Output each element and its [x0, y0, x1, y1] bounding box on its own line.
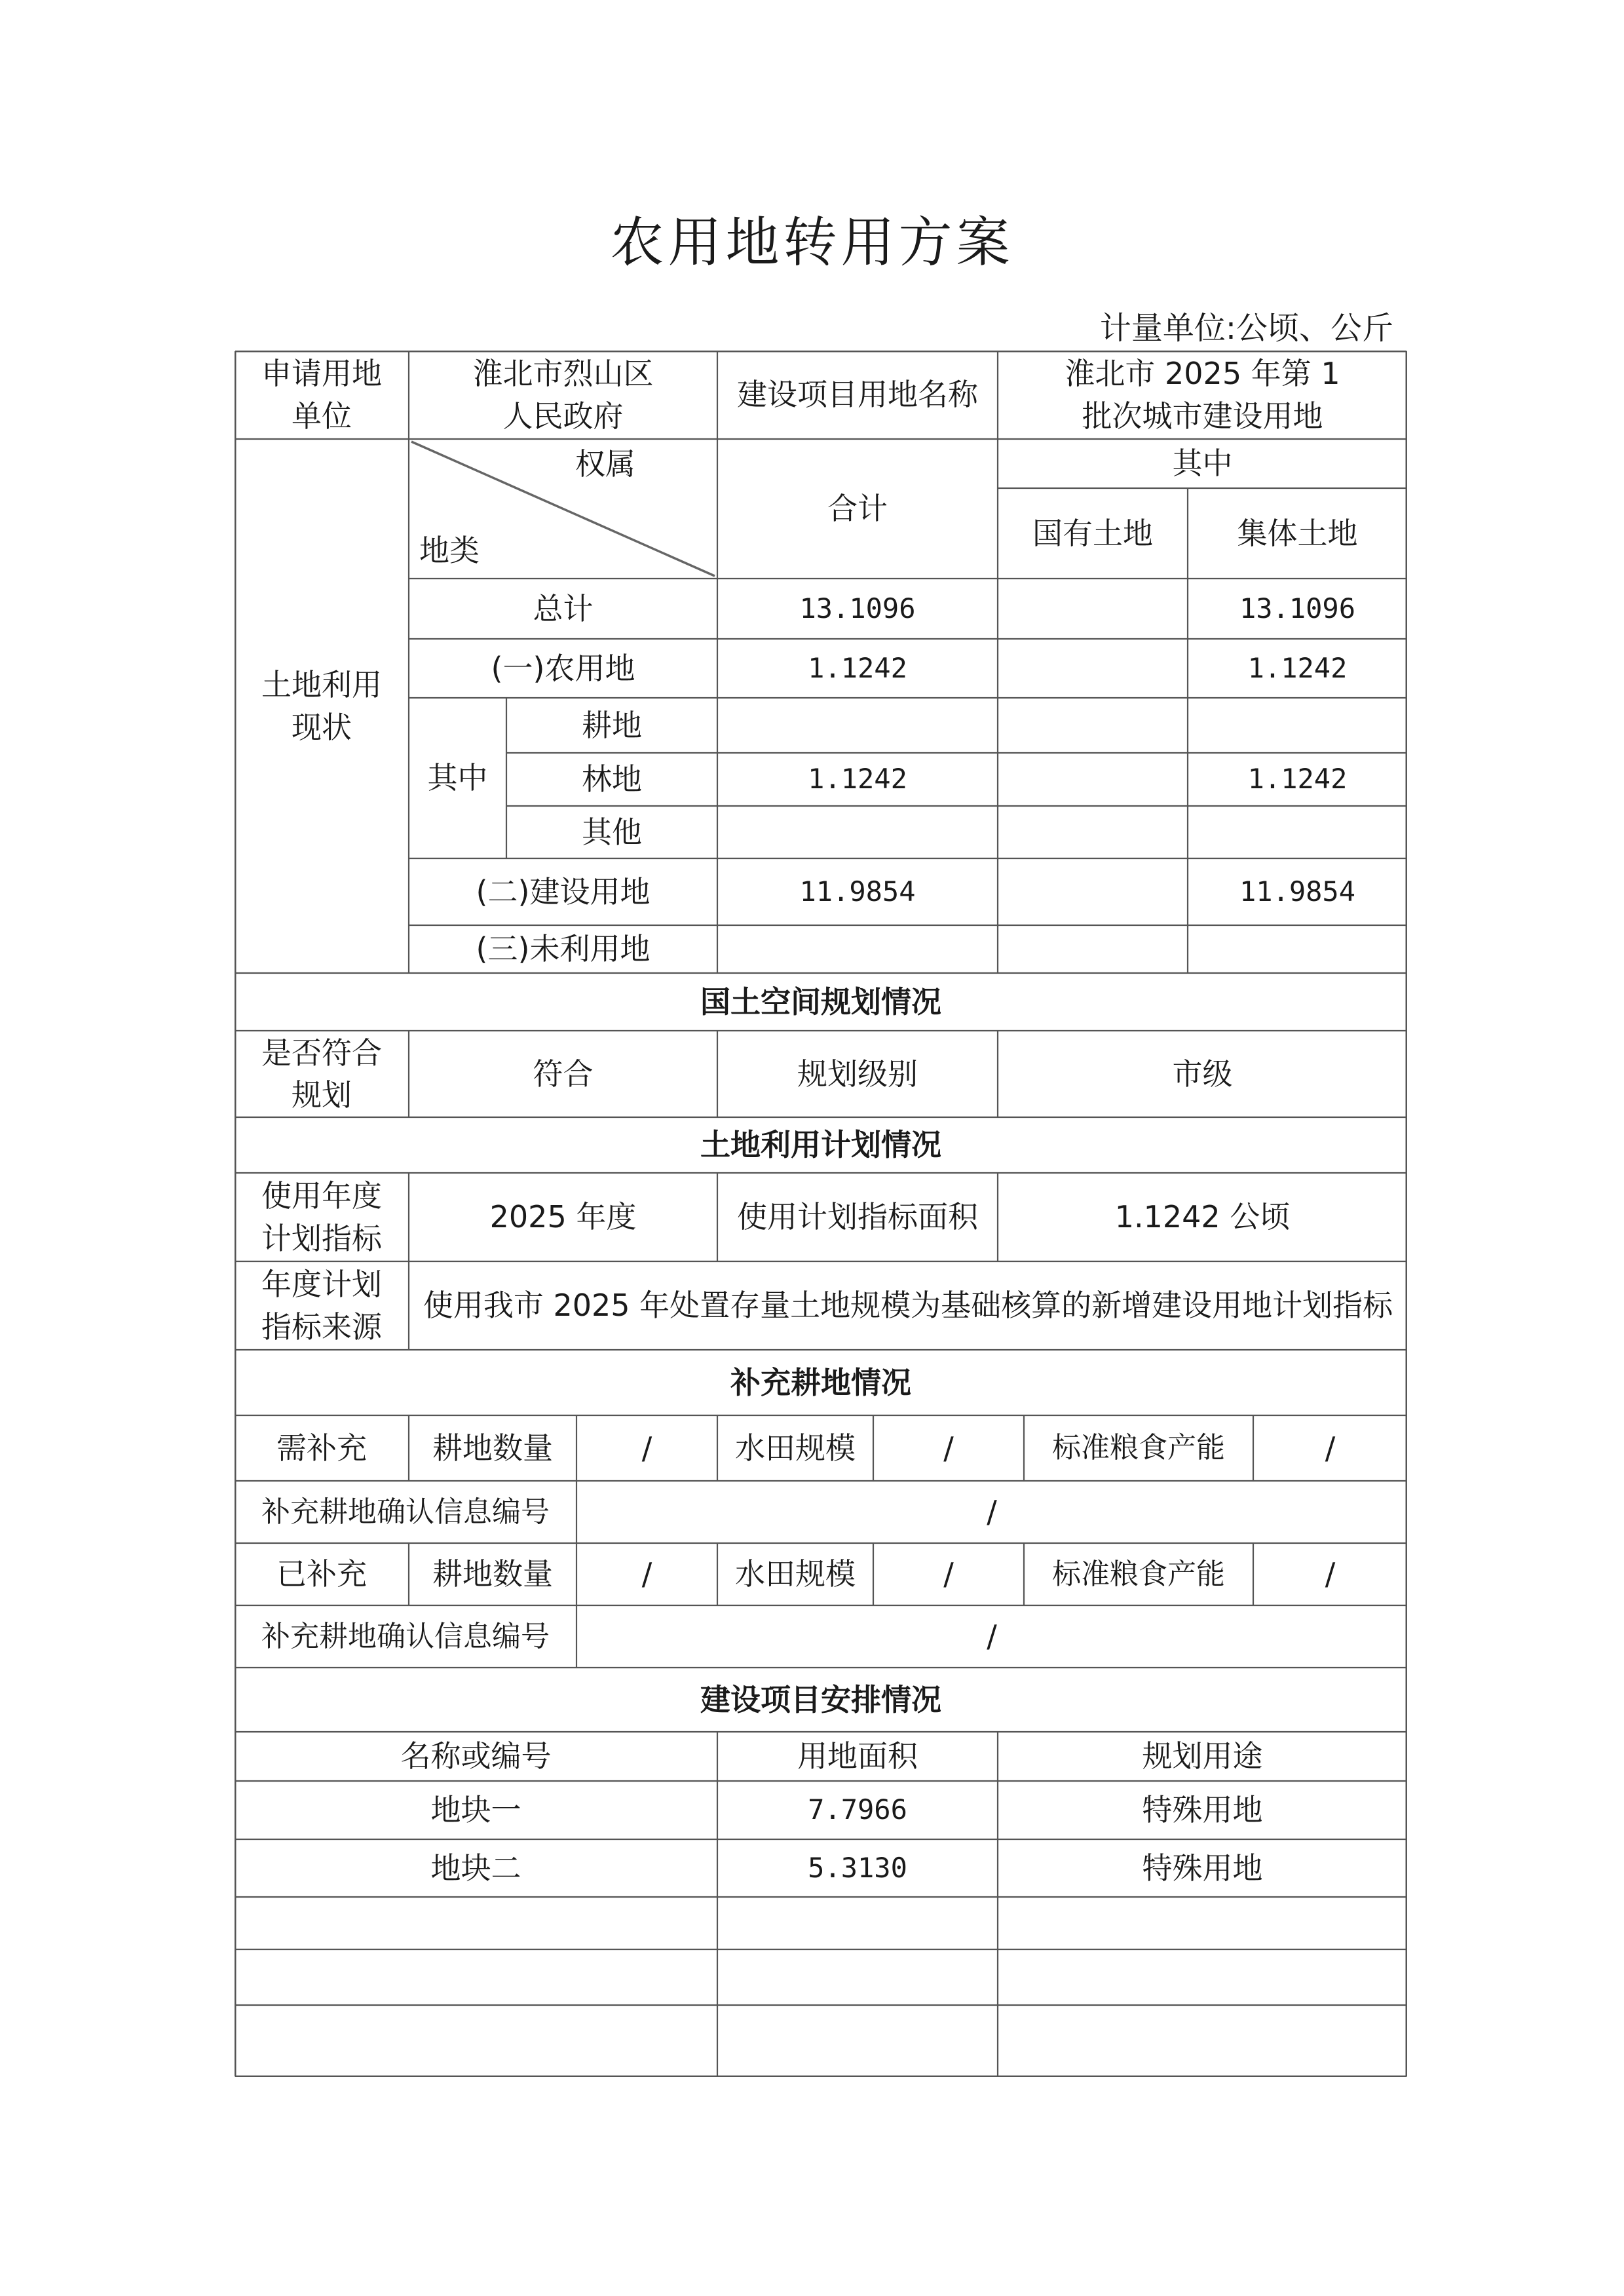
plan-conformity-value: 符合 [533, 1056, 594, 1092]
grain-capacity-label: 标准粮食产能 [1052, 1557, 1225, 1591]
land-row-collective [1188, 925, 1407, 973]
land-row-label: (一)农用地 [491, 650, 635, 686]
need-grain-capacity-value: / [1325, 1430, 1336, 1466]
land-status-section-label: 土地利用 现状 [261, 667, 382, 745]
farmland-supplement-heading: 补充耕地情况 [730, 1364, 911, 1400]
conversion-plan-table [235, 351, 1407, 2077]
land-row-state [998, 698, 1188, 753]
land-row-label: 总计 [533, 590, 594, 626]
parcel-use: 特殊用地 [1142, 1792, 1263, 1828]
land-row-state [998, 579, 1188, 639]
parcel-area [717, 2005, 998, 2077]
unit-note: 计量单位:公顷、公斤 [1099, 310, 1393, 347]
land-row-collective: 11.9854 [1239, 875, 1355, 908]
index-source-label: 年度计划 指标来源 [261, 1267, 382, 1345]
land-row-state [998, 753, 1188, 806]
land-row-collective: 1.1242 [1247, 763, 1348, 795]
parcel-use [998, 2005, 1407, 2077]
parcel-name: 地块一 [430, 1792, 521, 1828]
parcel-area: 7.7966 [808, 1793, 907, 1826]
land-row-total: 13.1096 [799, 592, 916, 624]
paddy-scale-label: 水田规模 [735, 1556, 856, 1592]
parcel-name [235, 1949, 717, 2005]
spatial-planning-heading: 国土空间规划情况 [700, 984, 941, 1020]
need-supplement-label: 需补充 [276, 1430, 367, 1466]
land-row-label: 林地 [582, 761, 642, 797]
need-confirm-number-value: / [987, 1494, 997, 1530]
diagonal-header-top: 权属 [575, 446, 635, 482]
column-planned-use: 规划用途 [1142, 1738, 1263, 1774]
land-row-state [998, 858, 1188, 925]
land-row-total [717, 698, 998, 753]
diagonal-header-bottom: 地类 [419, 532, 480, 568]
annual-index-value: 2025 年度 [489, 1199, 637, 1235]
land-row-label: (三)未利用地 [476, 931, 651, 967]
parcel-name [235, 1897, 717, 1949]
applicant-value: 淮北市烈山区 人民政府 [472, 356, 654, 434]
land-row-label: 耕地 [582, 707, 642, 743]
plan-level-value: 市级 [1172, 1056, 1233, 1092]
land-row-total [717, 806, 998, 858]
project-name-label: 建设项目用地名称 [737, 377, 978, 413]
confirm-number-label: 补充耕地确认信息编号 [261, 1619, 550, 1653]
land-row-collective [1188, 698, 1407, 753]
land-row-collective [1188, 806, 1407, 858]
land-row-label: 其他 [582, 814, 642, 850]
done-confirm-number-value: / [987, 1618, 997, 1655]
parcel-area [717, 1949, 998, 2005]
farmland-qty-label: 耕地数量 [432, 1430, 553, 1466]
need-paddy-scale-value: / [943, 1430, 954, 1466]
land-row-total [717, 925, 998, 973]
land-row-total: 1.1242 [808, 651, 907, 684]
done-grain-capacity-value: / [1325, 1556, 1336, 1592]
done-farmland-qty-value: / [641, 1556, 652, 1592]
land-row-state [998, 925, 1188, 973]
land-row-total: 1.1242 [808, 763, 907, 795]
farmland-qty-label: 耕地数量 [432, 1556, 553, 1592]
parcel-use: 特殊用地 [1142, 1850, 1263, 1886]
land-row-state [998, 639, 1188, 698]
done-supplement-label: 已补充 [276, 1556, 367, 1592]
parcel-name [235, 2005, 717, 2077]
index-source-value: 使用我市 2025 年处置存量土地规模为基础核算的新增建设用地计划指标 [423, 1288, 1393, 1324]
plan-level-label: 规划级别 [797, 1056, 918, 1092]
parcel-area: 5.3130 [808, 1851, 907, 1884]
done-paddy-scale-value: / [943, 1556, 954, 1592]
index-area-value: 1.1242 公顷 [1114, 1199, 1291, 1235]
annual-index-label: 使用年度 计划指标 [261, 1178, 382, 1256]
parcel-name: 地块二 [430, 1850, 521, 1886]
among-row-label: 其中 [427, 760, 488, 796]
project-arrangement-heading: 建设项目安排情况 [700, 1681, 941, 1717]
column-land-area: 用地面积 [797, 1738, 918, 1774]
need-farmland-qty-value: / [641, 1430, 652, 1466]
confirm-number-label: 补充耕地确认信息编号 [261, 1495, 550, 1529]
applicant-label: 申请用地 单位 [261, 356, 382, 434]
among-column-header: 其中 [1172, 446, 1233, 482]
parcel-area [717, 1897, 998, 1949]
state-land-column-header: 国有土地 [1032, 515, 1153, 551]
total-column-header: 合计 [827, 491, 888, 527]
land-row-collective: 1.1242 [1247, 651, 1348, 684]
document-title: 农用地转用方案 [610, 212, 1014, 274]
paddy-scale-label: 水田规模 [735, 1430, 856, 1466]
land-plan-heading: 土地利用计划情况 [700, 1127, 941, 1163]
column-name-or-number: 名称或编号 [400, 1738, 552, 1774]
parcel-use [998, 1897, 1407, 1949]
project-name-value: 淮北市 2025 年第 1 批次城市建设用地 [1065, 356, 1340, 434]
grain-capacity-label: 标准粮食产能 [1052, 1431, 1225, 1465]
land-row-collective: 13.1096 [1239, 592, 1355, 624]
collective-land-column-header: 集体土地 [1237, 515, 1358, 551]
land-row-state [998, 806, 1188, 858]
parcel-use [998, 1949, 1407, 2005]
plan-conformity-label: 是否符合 规划 [261, 1035, 382, 1113]
land-row-label: (二)建设用地 [476, 873, 651, 909]
land-row-total: 11.9854 [799, 875, 916, 908]
index-area-label: 使用计划指标面积 [737, 1199, 978, 1235]
